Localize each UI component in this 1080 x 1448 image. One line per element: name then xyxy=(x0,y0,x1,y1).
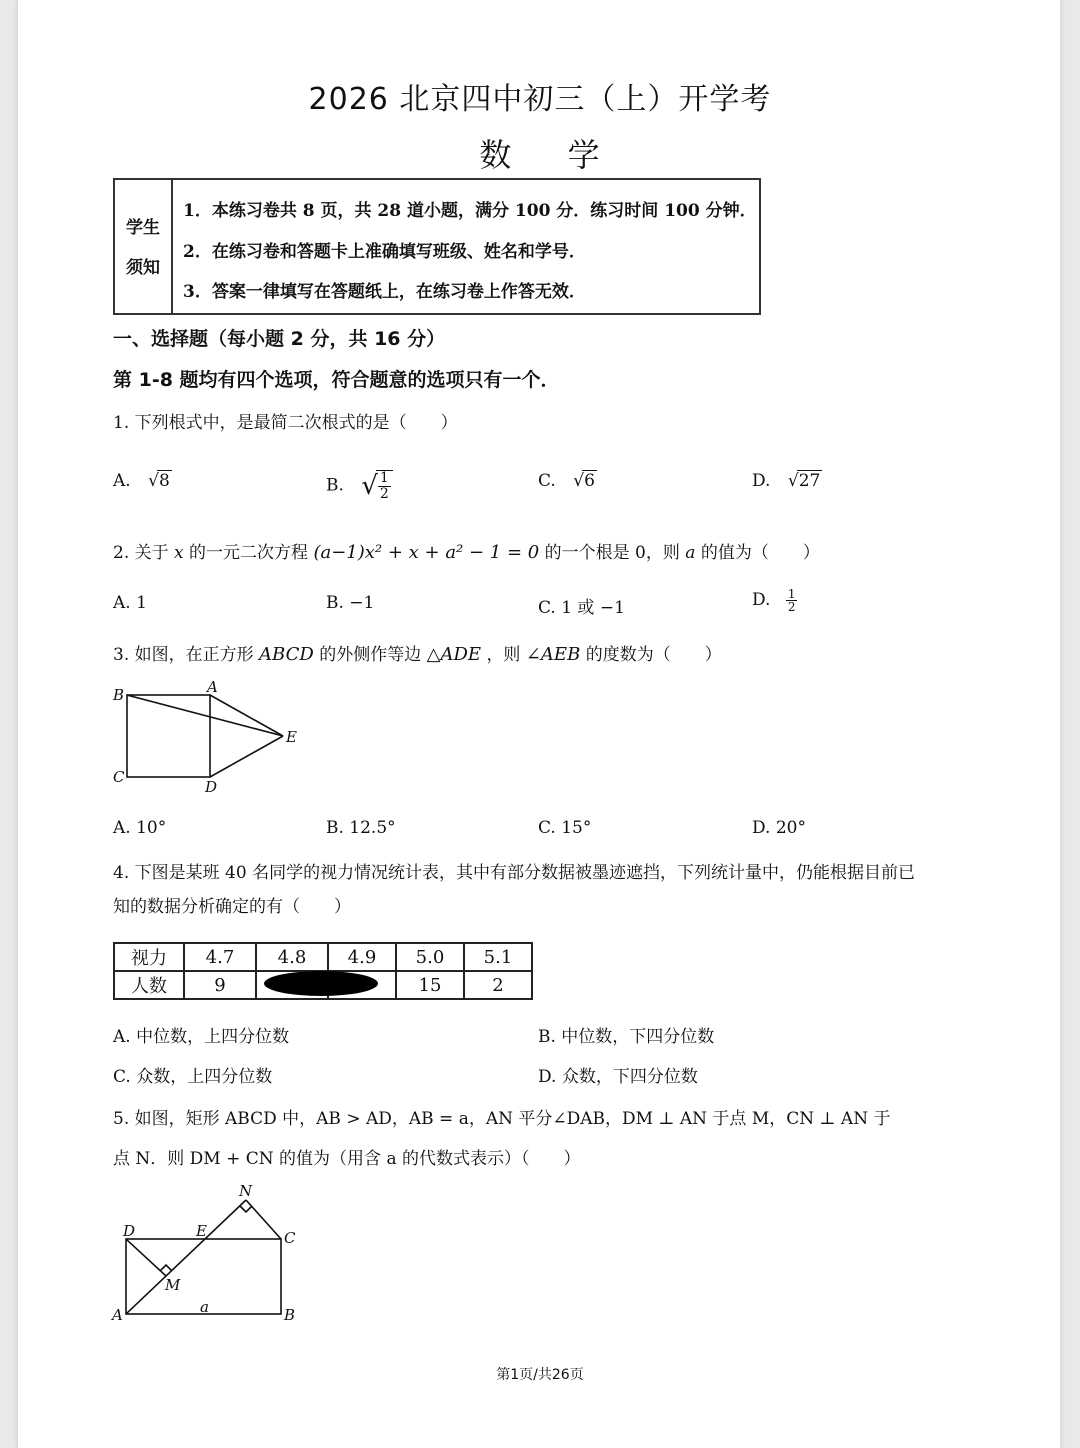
q5-right-angle-m xyxy=(160,1265,172,1271)
q2-option-d-denominator: 2 xyxy=(787,600,796,614)
section-intro: 第 1-8 题均有四个选项，符合题意的选项只有一个． xyxy=(113,369,560,391)
q1-option-b-label: B. xyxy=(326,475,344,496)
q2-option-d xyxy=(752,588,797,613)
q3-label-a: A xyxy=(207,680,218,696)
q5-label-c: C xyxy=(284,1229,296,1247)
q3-square: ABCD xyxy=(259,644,314,665)
q5-label-side-a: a xyxy=(200,1298,209,1316)
q1-option-c-radicand: 6 xyxy=(584,471,595,491)
q5-label-m: M xyxy=(165,1276,181,1294)
q2-var-x: x xyxy=(174,543,184,563)
question-2-stem xyxy=(113,538,820,563)
q4-option-b: B. 中位数，下四分位数 xyxy=(538,1027,715,1047)
table-cell: 4.9 xyxy=(328,943,396,971)
q2-end: 的值为（ ） xyxy=(700,543,820,563)
q2-equation: (a−1)x² + x + a² − 1 = 0 xyxy=(313,542,540,563)
subject-char-2: 学 xyxy=(567,136,601,174)
q5-line-an xyxy=(126,1200,246,1314)
q3-angle: ∠AEB xyxy=(525,644,581,665)
table-cell: 9 xyxy=(184,971,256,999)
notice-label-line-1: 学生 xyxy=(126,218,160,238)
table-cell: 人数 xyxy=(114,971,184,999)
q3-edge-ae xyxy=(210,695,283,736)
q3-edge-de xyxy=(210,736,283,777)
q3-square-shape xyxy=(127,695,210,777)
q3-edge-be xyxy=(127,695,283,736)
q5-label-d: D xyxy=(123,1222,136,1240)
question-5-line-2: 点 N．则 DM + CN 的值为（用含 a 的代数式表示）（ ） xyxy=(113,1149,581,1169)
q2-option-a: A. 1 xyxy=(113,593,147,613)
q3-label-e: E xyxy=(286,728,297,746)
q1-option-c-label: C. xyxy=(538,471,556,491)
q3-option-d: D. 20° xyxy=(752,818,806,838)
table-cell: 4.8 xyxy=(256,943,328,971)
question-3-stem xyxy=(113,640,722,665)
q5-figure xyxy=(108,1182,308,1327)
q1-option-d-label: D. xyxy=(752,471,771,491)
notice-label xyxy=(115,180,173,313)
notice-box xyxy=(113,178,761,315)
table-cell: 视力 xyxy=(114,943,184,971)
q1-option-a: A. √8 xyxy=(113,471,170,491)
q1-option-b-denominator: 2 xyxy=(379,486,389,502)
q2-option-d-label: D. xyxy=(752,590,771,610)
q5-label-a: A xyxy=(112,1306,123,1324)
q2-option-b: B. −1 xyxy=(326,593,375,613)
q5-label-b: B xyxy=(284,1306,296,1324)
q4-option-d: D. 众数，下四分位数 xyxy=(538,1067,698,1087)
table-cell: 2 xyxy=(464,971,532,999)
table-cell: 4.7 xyxy=(184,943,256,971)
table-cell: 5.1 xyxy=(464,943,532,971)
question-4-line-1: 4. 下图是某班 40 名同学的视力情况统计表，其中有部分数据被墨迹遮挡，下列统计量中，仍能根据目前已 xyxy=(113,863,916,883)
notice-rule-3: 3．答案一律填写在答题纸上，在练习卷上作答无效． xyxy=(183,282,586,302)
q2-suffix: 的一个根是 0，则 xyxy=(544,543,680,563)
q1-option-a-label: A. xyxy=(113,471,131,491)
q1-option-b-numerator: 1 xyxy=(379,470,389,486)
q2-mid: 的一元二次方程 xyxy=(189,543,309,563)
q5-label-e: E xyxy=(196,1222,207,1240)
q1-option-d-radicand: 27 xyxy=(798,471,821,491)
q1-option-a-radicand: 8 xyxy=(158,471,170,491)
q2-option-d-numerator: 1 xyxy=(787,587,796,601)
q2-option-c: C. 1 或 −1 xyxy=(538,598,625,618)
q3-mid: 的外侧作等边 xyxy=(319,645,422,665)
notice-label-line-2: 须知 xyxy=(126,258,160,278)
q3-figure xyxy=(108,680,308,795)
q1-option-c: C. √6 xyxy=(538,471,595,491)
table-cell: 15 xyxy=(396,971,464,999)
table-cell: 5.0 xyxy=(396,943,464,971)
page-title: 2026 北京四中初三（上）开学考 xyxy=(308,82,772,117)
q3-label-d: D xyxy=(205,778,218,795)
notice-rule-2: 2．在练习卷和答题卡上准确填写班级、姓名和学号． xyxy=(183,242,586,262)
q3-label-c: C xyxy=(113,768,125,786)
notice-rule-1: 1．本练习卷共 8 页，共 28 道小题，满分 100 分．练习时间 100 分钟． xyxy=(183,201,757,221)
q1-option-b: B. √ $\frac{1}{2}$ xyxy=(326,470,393,502)
q3-option-b: B. 12.5° xyxy=(326,818,396,838)
q4-option-c: C. 众数，上四分位数 xyxy=(113,1067,273,1087)
subject-title xyxy=(0,130,1080,176)
q3-triangle: △ADE xyxy=(426,644,482,665)
question-4-line-2: 知的数据分析确定的有（ ） xyxy=(113,897,351,917)
q2-var-a: a xyxy=(685,543,696,563)
q3-label-b: B xyxy=(113,686,125,704)
table-row xyxy=(114,943,532,971)
section-heading: 一、选择题（每小题 2 分，共 16 分） xyxy=(113,328,446,350)
q3-prefix: 3. 如图，在正方形 xyxy=(113,645,254,665)
q4-option-a: A. 中位数，上四分位数 xyxy=(113,1027,290,1047)
page-footer: 第1页/共26页 xyxy=(496,1367,584,1383)
question-5-line-1: 5. 如图，矩形 ABCD 中，AB > AD，AB = a，AN 平分∠DAB，DM ⊥ AN 于点 M，CN ⊥ AN 于 xyxy=(113,1109,891,1129)
q3-end: 的度数为（ ） xyxy=(585,645,722,665)
ink-blot xyxy=(264,971,378,996)
q5-label-n: N xyxy=(239,1182,253,1200)
q3-mid2: ，则 xyxy=(486,645,521,665)
q5-right-angle-n xyxy=(240,1206,252,1212)
subject-char-1: 数 xyxy=(479,136,513,174)
q3-option-a: A. 10° xyxy=(113,818,167,838)
q2-prefix: 2. 关于 xyxy=(113,543,169,563)
q1-option-d: D. √27 xyxy=(752,471,821,491)
question-1-stem: 1. 下列根式中，是最简二次根式的是（ ） xyxy=(113,413,458,433)
q3-option-c: C. 15° xyxy=(538,818,592,838)
